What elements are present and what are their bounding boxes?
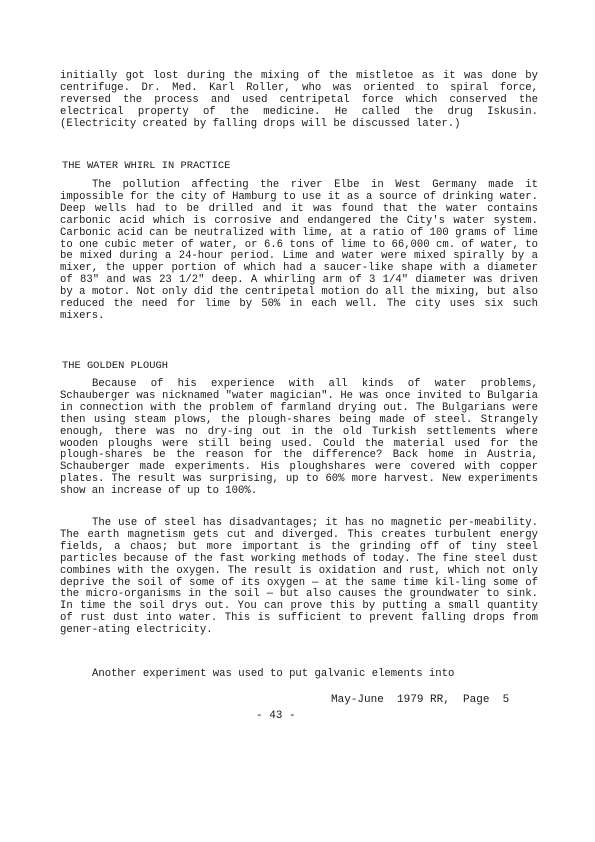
paragraph-hamburg: The pollution affecting the river Elbe in West Germany made it impossible for the city of Hamburg to use it as a source of drinking water. Deep wells had to be drilled and it was found that the water contains carbonic acid which is corrosive and endangered the City's water system. Carbonic acid can be neutralized with lime, at a ratio of 100 grams of lime to one cubic meter of water, or 6.6 tons of lime to 66,000 cm. of water, to be mixed during a 24-hour period. Lime and water were mixed spirally by a mixer, the upper portion of which had a saucer-like shape with a diameter of 83" and was 23 1/2" deep. A whirling arm of 3 1/4" diameter was driven by a motor. Not only did the centripetal motion do all the mixing, but also reduced the need for lime by 50% in each well. The city uses six such mixers.: [60, 179, 538, 322]
heading-golden-plough: THE GOLDEN PLOUGH: [62, 360, 169, 372]
page-number: - 43 -: [256, 710, 296, 722]
paragraph-mistletoe: initially got lost during the mixing of the mistletoe as it was done by centrifuge. Dr. Med. Karl Roller, who was oriented to spiral force, reversed the process and used centripetal force which conserved the electrical property of the medicine. He called the drug Iskusin. (Electricity created by falling drops will be discussed later.): [60, 70, 538, 130]
heading-water-whirl: THE WATER WHIRL IN PRACTICE: [62, 160, 231, 172]
paragraph-galvanic: Another experiment was used to put galvanic elements into: [92, 668, 455, 680]
paragraph-steel: The use of steel has disadvantages; it has no magnetic per-meability. The earth magnetism gets cut and diverged. This creates turbulent energy fields, a chaos; but more important is the grinding off of tiny steel particles because of the fast working methods of today. The fine steel dust combines with the oxygen. The result is oxidation and rust, which not only deprive the soil of some of its oxygen — at the same time kil-ling some of the micro-organisms in the soil — but also causes the groundwater to sink. In time the soil drys out. You can prove this by putting a small quantity of rust dust into water. This is sufficient to prevent falling drops from gener-ating electricity.: [60, 517, 538, 637]
issue-footer: May-June 1979 RR, Page 5: [331, 694, 510, 706]
paragraph-bulgaria: Because of his experience with all kinds of water problems, Schauberger was nicknamed "water magician". He was once invited to Bulgaria in connection with the problem of farmland drying out. The Bulgarians were then using steam plows, the plough-shares being made of steel. Strangely enough, there was no dry-ing out in the old Turkish settlements where wooden ploughs were still being used. Could the material used for the plough-shares be the reason for the difference? Back home in Austria, Schauberger made experiments. His ploughshares were covered with copper plates. The result was surprising, up to 60% more harvest. New experiments show an increase of up to 100%.: [60, 378, 538, 498]
